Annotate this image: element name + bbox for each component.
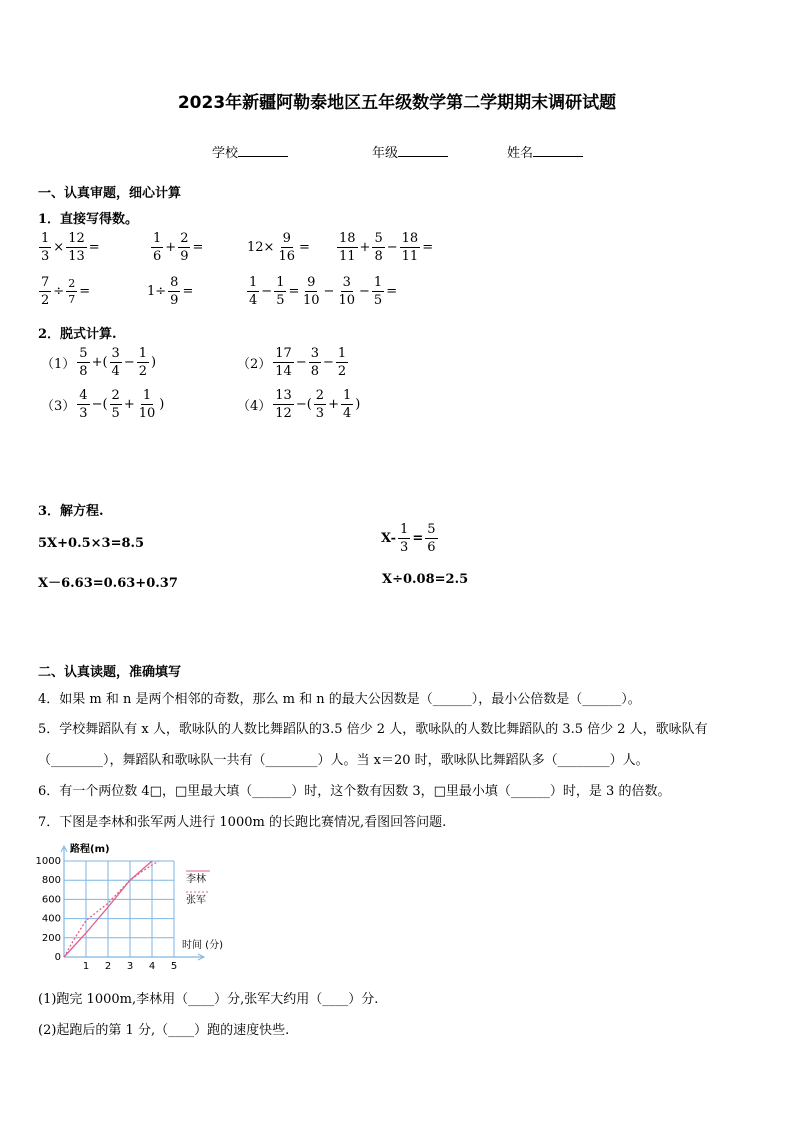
equation-1: 5X+0.5×3=8.5 <box>38 536 145 551</box>
school-blank[interactable] <box>238 144 288 157</box>
y-tick-label: 200 <box>41 932 61 944</box>
y-tick-label: 1000 <box>35 856 61 867</box>
q2-item-2: （2） $\frac{17}{14}$ − $\frac{3}{8}$ − $\frac{1}{2}$ <box>237 346 347 379</box>
question-7-2: (2)起跑后的第 1 分,（____）跑的速度快些. <box>38 1023 290 1038</box>
q1-item-6: 1÷ $\frac{8}{9}$ = <box>147 275 194 308</box>
question-5-line1: 5．学校舞蹈队有 x 人，歌咏队的人数比舞蹈队的3.5 倍少 2 人，歌咏队的人数比舞蹈队的 3.5 倍少 2 人，歌咏队有 <box>38 722 708 737</box>
section1-heading: 一、认真审题，细心计算 <box>38 186 182 201</box>
q1-item-4: $\frac{18}{11}$ + $\frac{5}{8}$ − $\frac{18}{11}$ = <box>339 231 434 264</box>
page-title: 2023年新疆阿勒泰地区五年级数学第二学期期末调研试题 <box>177 93 617 113</box>
q2-item-4: （4） $\frac{13}{12}$ −( $\frac{2}{3}$ + $\frac{1}{4}$ ) <box>237 388 361 421</box>
legend-label-lilin: 李林 <box>186 874 206 885</box>
q2-item-1: （1） $\frac{5}{8}$ +( $\frac{3}{4}$ − $\frac{1}{2}$ ) <box>41 346 157 379</box>
q1-item-3: 12× $\frac{9}{16}$ = <box>247 231 310 264</box>
y-tick-label: 400 <box>41 913 61 925</box>
y-tick-label: 800 <box>41 875 61 887</box>
school-label: 学校 <box>212 146 239 161</box>
question-4: 4．如果 m 和 n 是两个相邻的奇数，那么 m 和 n 的最大公因数是（______），最小公倍数是（______）。 <box>38 692 641 707</box>
name-blank[interactable] <box>533 144 583 157</box>
y-axis-label: 路程(m) <box>70 844 110 855</box>
x-axis-label: 时间 (分) <box>182 940 223 951</box>
q1-item-5: $\frac{7}{2}$ ÷ $\frac{2}{7}$ = <box>41 275 91 308</box>
equation-2: X- $\frac{1}{3}$ = $\frac{5}{6}$ <box>381 522 436 555</box>
q1-label: 1．直接写得数。 <box>38 212 139 227</box>
section2-heading: 二、认真读题，准确填写 <box>38 665 182 680</box>
chart-grid <box>64 861 174 957</box>
x-tick-label: 1 <box>82 961 90 972</box>
y-tick-label: 600 <box>41 894 61 906</box>
question-7: 7．下图是李林和张军两人进行 1000m 的长跑比赛情况,看图回答问题. <box>38 815 447 830</box>
chart-series <box>64 861 159 957</box>
y-tick-label: 0 <box>54 952 61 963</box>
chart-axes <box>36 846 204 972</box>
school-field[interactable] <box>212 142 288 161</box>
equation-3: X－6.63=0.63+0.37 <box>38 576 178 591</box>
grade-blank[interactable] <box>398 144 448 157</box>
question-6: 6．有一个两位数 4□，□里最大填（______）时，这个数有因数 3，□里最小填（______）时，是 3 的倍数。 <box>38 784 671 799</box>
x-tick-label: 4 <box>148 961 156 972</box>
question-5-line2: （________），舞蹈队和歌咏队一共有（________）人。当 x＝20 时，歌咏队比舞蹈队多（________）人。 <box>38 753 649 768</box>
fraction: $\frac{12}{13}$ <box>68 231 85 264</box>
q1-item-2: $\frac{1}{6}$ + $\frac{2}{9}$ = <box>153 231 204 264</box>
series-line-1 <box>64 861 159 957</box>
q1-item-7: $\frac{1}{4}$ − $\frac{1}{5}$ = <box>249 275 300 308</box>
x-tick-label: 5 <box>170 961 178 972</box>
q1-item-1: $\frac{1}{3}$ × $\frac{12}{13}$ = <box>41 231 100 264</box>
fraction: $\frac{1}{3}$ <box>41 231 50 264</box>
x-tick-label: 3 <box>126 961 134 972</box>
q3-label: 3．解方程. <box>38 504 104 519</box>
name-field[interactable] <box>507 142 583 161</box>
race-chart <box>30 840 230 975</box>
name-label: 姓名 <box>507 146 534 161</box>
q1-item-8: $\frac{9}{10}$ − $\frac{3}{10}$ − $\frac{1}{5}$ = <box>303 275 398 308</box>
legend-label-zhangjun: 张军 <box>186 895 206 906</box>
grade-label: 年级 <box>372 146 399 161</box>
question-7-1: (1)跑完 1000m,李林用（____）分,张军大约用（____）分. <box>38 992 379 1007</box>
grade-field[interactable] <box>372 142 448 161</box>
q2-item-3: （3） $\frac{4}{3}$ −( $\frac{2}{5}$ + $\frac{1}{10}$ ) <box>41 388 165 421</box>
x-tick-label: 2 <box>104 961 112 972</box>
equation-4: X÷0.08=2.5 <box>382 572 469 587</box>
q2-label: 2．脱式计算. <box>38 327 117 342</box>
